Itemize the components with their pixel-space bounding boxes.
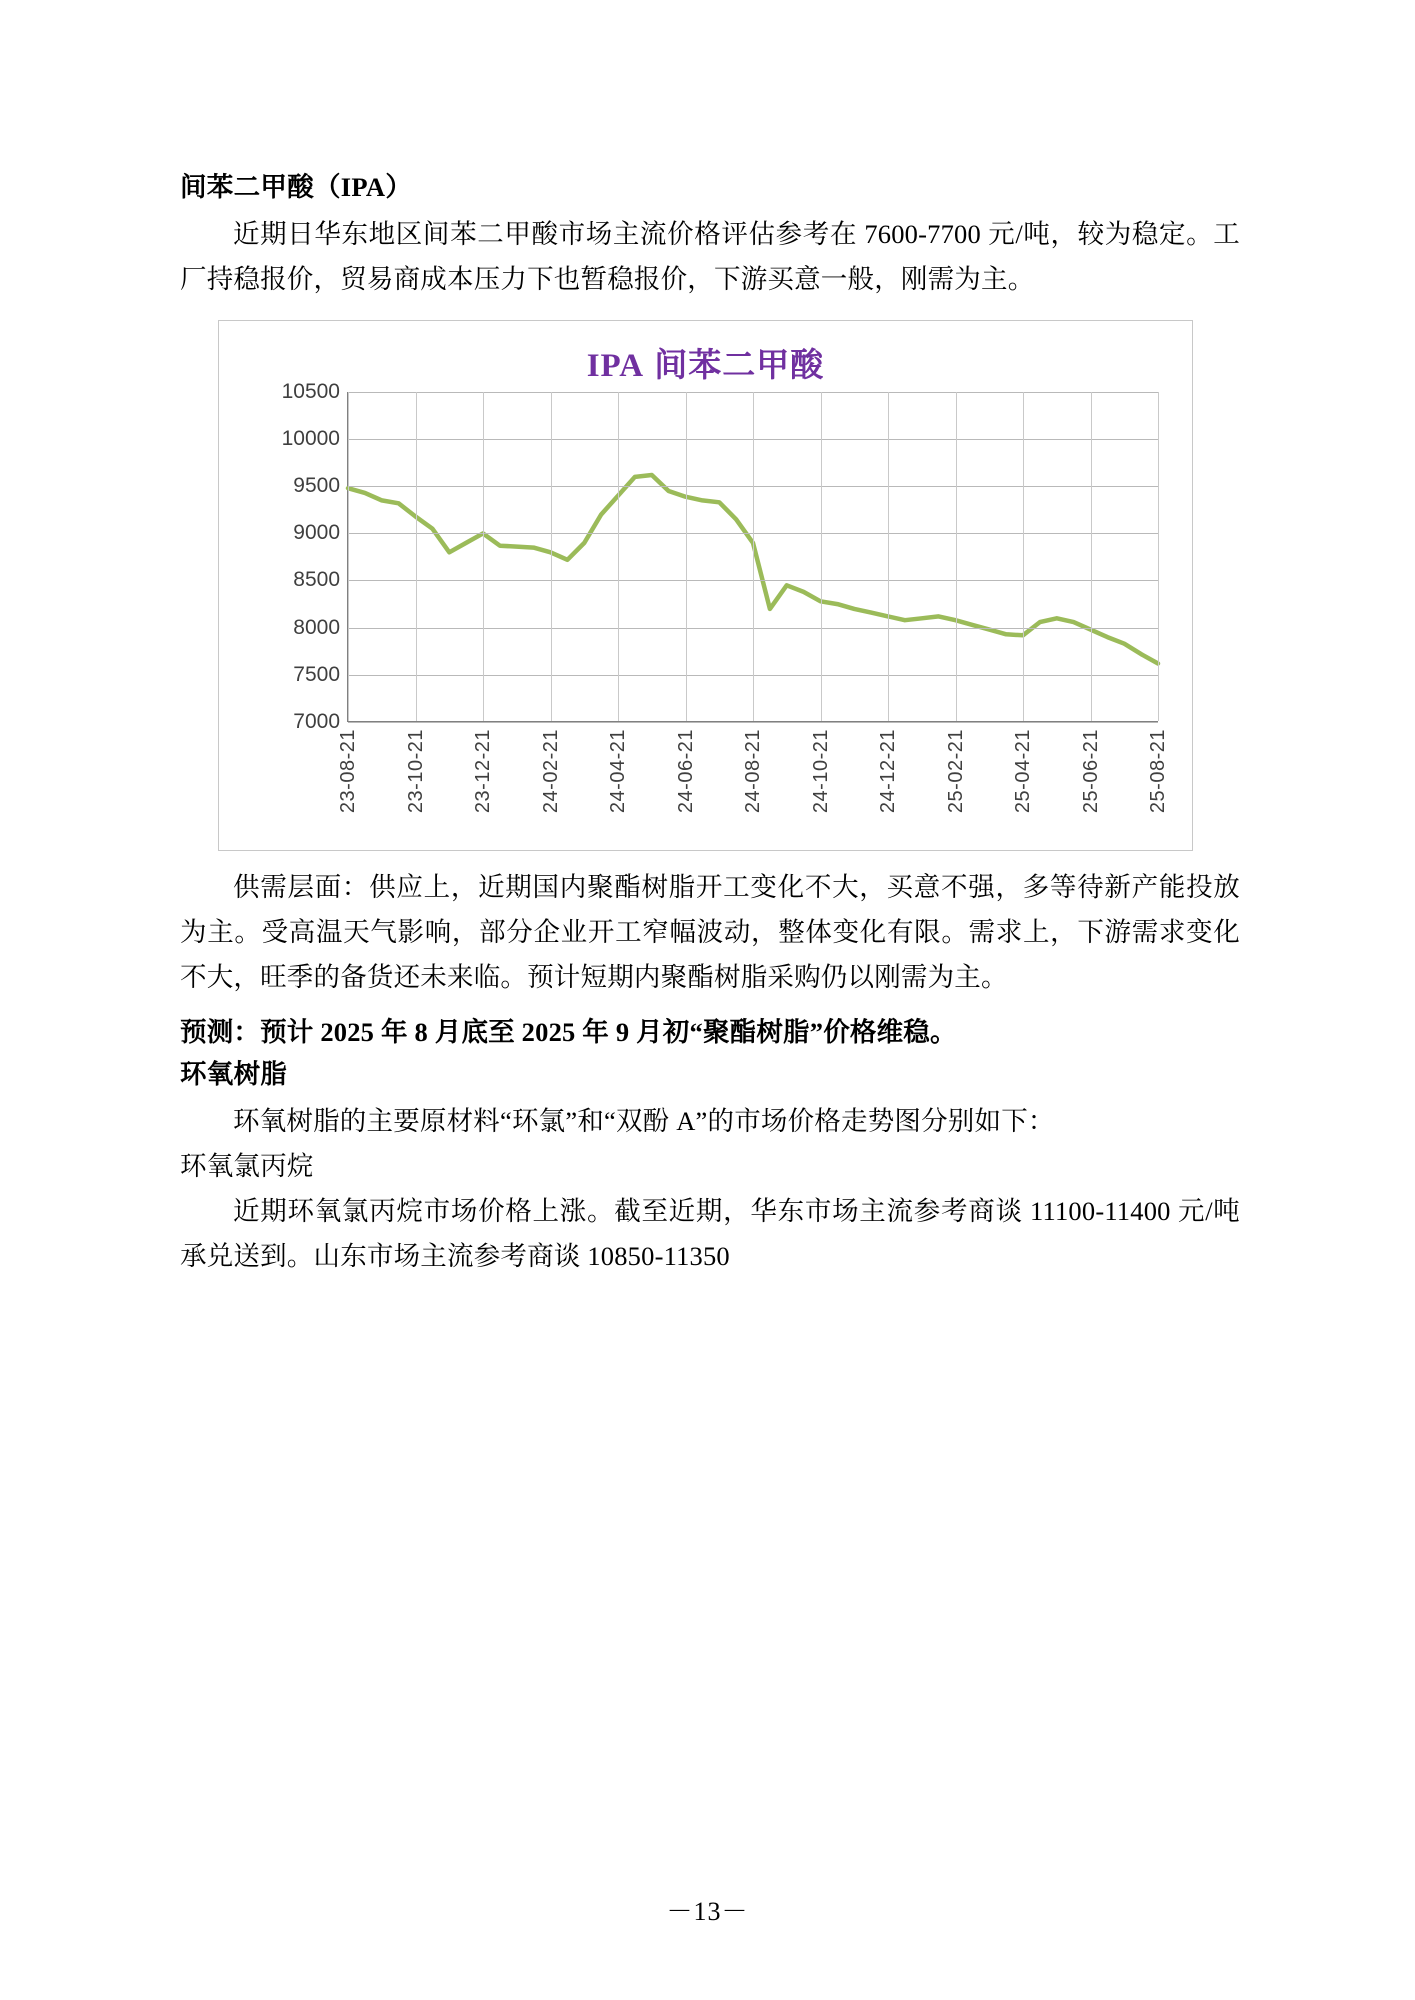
paragraph-epoxy-intro: 环氧树脂的主要原材料“环氯”和“双酚 A”的市场价格走势图分别如下：	[233, 1105, 1055, 1136]
chart-title-cn: 间苯二甲酸	[654, 345, 825, 383]
chart-y-tick-label: 7000	[293, 709, 340, 733]
chart-vertical-gridline	[1091, 392, 1092, 721]
chart-vertical-gridline	[888, 392, 889, 721]
chart-vertical-gridline	[821, 392, 822, 721]
chart-x-tick-label: 25-04-21	[1012, 728, 1034, 813]
chart-x-tick-label: 24-10-21	[809, 728, 832, 813]
paragraph-ipa-price: 近期日华东地区间苯二甲酸市场主流价格评估参考在 7600-7700 元/吨，较为稳定。工厂持稳报价，贸易商成本压力下也暂稳报价，下游买意一般，刚需为主。	[180, 218, 1240, 294]
chart-x-tick-label: 24-12-21	[877, 728, 899, 813]
chart-x-tick	[945, 721, 968, 831]
chart-y-tick-label: 10500	[281, 379, 340, 403]
chart-x-tick	[742, 721, 765, 831]
chart-title	[227, 339, 1184, 386]
chart-x-tick-label: 23-08-21	[337, 728, 359, 813]
chart-vertical-gridline	[956, 392, 957, 721]
chart-x-tick	[405, 721, 428, 831]
chart-title-prefix: IPA	[586, 347, 645, 384]
ipa-price-chart	[218, 320, 1193, 851]
chart-plot-area	[281, 379, 1169, 813]
chart-x-tick-label: 25-06-21	[1079, 728, 1102, 813]
chart-vertical-gridline	[416, 392, 417, 721]
chart-x-tick-label: 24-04-21	[607, 728, 629, 813]
chart-x-tick	[1080, 721, 1103, 831]
chart-x-tick-label: 23-12-21	[472, 728, 494, 813]
chart-vertical-gridline	[1158, 392, 1159, 721]
chart-x-tick-label: 24-08-21	[742, 728, 764, 813]
chart-x-tick	[472, 721, 495, 831]
section-heading-ech: 环氧氯丙烷	[180, 1150, 314, 1181]
chart-vertical-gridline	[348, 392, 349, 721]
chart-y-tick-label: 10000	[281, 427, 340, 450]
chart-y-tick-label: 9500	[293, 474, 340, 498]
chart-x-tick	[877, 721, 900, 831]
paragraph-ech-price: 近期环氧氯丙烷市场价格上涨。截至近期，华东市场主流参考商谈 11100-11400 元/吨承兑送到。山东市场主流参考商谈 10850-11350	[180, 1195, 1240, 1271]
page-number: －13－	[666, 1897, 749, 1926]
chart-x-tick	[607, 721, 630, 831]
paragraph-supply-demand: 供需层面：供应上，近期国内聚酯树脂开工变化不大，买意不强，多等待新产能投放为主。受高温天气影响，部分企业开工窄幅波动，整体变化有限。需求上，下游需求变化不大，旺季的备货还未来临。预计短期内聚酯树脂采购仍以刚需为主。	[180, 871, 1240, 992]
section-heading-ipa: 间苯二甲酸（IPA）	[180, 172, 413, 202]
chart-y-tick-label: 8000	[293, 615, 340, 639]
section-heading-epoxy: 环氧树脂	[180, 1059, 288, 1090]
chart-x-tick-label: 24-02-21	[539, 728, 562, 813]
chart-x-tick	[1012, 721, 1035, 831]
chart-vertical-gridline	[753, 392, 754, 721]
chart-vertical-gridline	[618, 392, 619, 721]
chart-x-tick	[337, 721, 360, 831]
chart-x-tick	[540, 721, 563, 831]
chart-vertical-gridline	[551, 392, 552, 721]
chart-x-tick-label: 25-02-21	[944, 728, 967, 813]
chart-x-tick	[1147, 721, 1170, 831]
chart-x-tick-label: 23-10-21	[404, 728, 427, 813]
chart-vertical-gridline	[483, 392, 484, 721]
chart-y-tick-label: 8500	[293, 568, 340, 592]
chart-x-tick-label: 25-08-21	[1147, 728, 1169, 813]
chart-y-tick-label: 9000	[293, 521, 340, 545]
chart-x-tick-label: 24-06-21	[674, 728, 697, 813]
chart-y-tick-label: 7500	[293, 662, 340, 686]
chart-vertical-gridline	[686, 392, 687, 721]
chart-vertical-gridline	[1023, 392, 1024, 721]
chart-x-tick	[810, 721, 833, 831]
chart-x-tick	[675, 721, 698, 831]
paragraph-forecast: 预测：预计 2025 年 8 月底至 2025 年 9 月初“聚酯树脂”价格维稳。	[180, 1017, 957, 1047]
